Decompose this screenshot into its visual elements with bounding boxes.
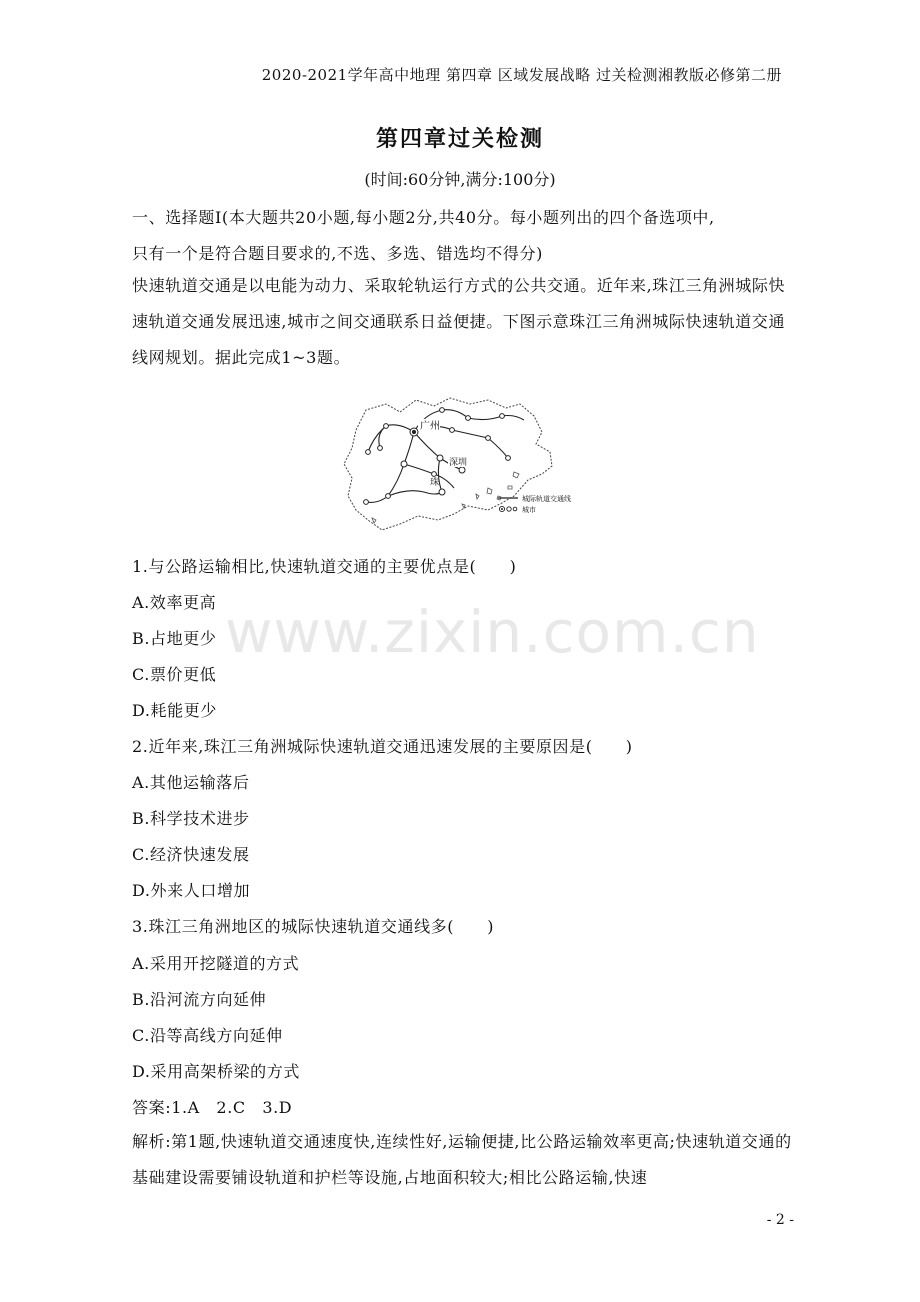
exam-info: (时间:60分钟,满分:100分) <box>364 170 556 189</box>
question-3-option-b: B.沿河流方向延伸 <box>132 990 267 1009</box>
city-marker <box>386 494 391 499</box>
city-marker <box>466 416 471 421</box>
question-3-option-d: D.采用高架桥梁的方式 <box>132 1062 300 1081</box>
section-instruction-line-2: 只有一个是符合题目要求的,不选、多选、错选均不得分) <box>132 244 543 263</box>
question-2-option-d: D.外来人口增加 <box>132 881 251 900</box>
label-shenzhen: 深圳 <box>449 458 468 468</box>
answer-key: 答案:1.A 2.C 3.D <box>132 1098 293 1117</box>
city-marker <box>366 450 371 455</box>
city-marker <box>437 455 443 461</box>
document-header: 2020-2021学年高中地理 第四章 区域发展战略 过关检测湘教版必修第二册 <box>261 66 782 84</box>
question-3-option-a: A.采用开挖隧道的方式 <box>132 954 300 973</box>
question-1-stem: 1.与公路运输相比,快速轨道交通的主要优点是( ) <box>132 557 517 576</box>
city-marker <box>364 500 369 505</box>
legend-city-label: 城市 <box>522 506 536 514</box>
question-intro: 快速轨道交通是以电能为动力、采取轮轨运行方式的公共交通。近年来,珠江三角洲城际快速轨道交通发展迅速,城市之间交通联系日益便捷。下图示意珠江三角洲城际快速轨道交通线网规划。据此完成1~3题。 <box>132 276 786 367</box>
city-marker <box>432 472 437 477</box>
label-guangzhou: 广州 <box>420 421 440 432</box>
city-marker <box>506 456 511 461</box>
question-1-option-b: B.占地更少 <box>132 629 217 648</box>
answer-analysis: 解析:第1题,快速轨道交通速度快,连续性好,运输便捷,比公路运输效率更高;快速轨道交通的基础建设需要铺设轨道和护栏等设施,占地面积较大;相比公路运输,快速 <box>132 1132 792 1187</box>
question-2-option-c: C.经济快速发展 <box>132 845 250 864</box>
question-1-option-c: C.票价更低 <box>132 665 217 684</box>
question-2-option-b: B.科学技术进步 <box>132 809 250 828</box>
rail-network-map <box>338 392 592 532</box>
map-legend <box>498 494 571 514</box>
question-1-option-d: D.耗能更少 <box>132 701 217 720</box>
city-marker <box>486 436 491 441</box>
city-marker <box>378 446 383 451</box>
city-marker <box>500 414 505 419</box>
legend-rail-label: 城际轨道交通线 <box>522 495 571 503</box>
question-3-stem: 3.珠江三角洲地区的城际快速轨道交通线多( ) <box>132 917 495 936</box>
city-marker <box>401 461 407 467</box>
watermark: www.zixin.com.cn <box>225 598 760 666</box>
question-1-option-a: A.效率更高 <box>132 593 217 612</box>
page-number: - 2 - <box>766 1212 794 1228</box>
question-2-stem: 2.近年来,珠江三角洲城际快速轨道交通迅速发展的主要原因是( ) <box>132 737 633 756</box>
city-marker <box>384 424 389 429</box>
page-title: 第四章过关检测 <box>375 126 544 152</box>
rail-lines <box>366 410 524 503</box>
section-instruction-line-1: 一、选择题Ⅰ(本大题共20小题,每小题2分,共40分。每小题列出的四个备选项中, <box>132 208 715 227</box>
question-3-option-c: C.沿等高线方向延伸 <box>132 1026 283 1045</box>
city-marker <box>450 428 455 433</box>
city-marker <box>440 408 445 413</box>
label-zhuhai: 珠 <box>430 478 440 488</box>
question-2-option-a: A.其他运输落后 <box>132 773 250 792</box>
city-zhuhai-marker <box>439 489 445 495</box>
